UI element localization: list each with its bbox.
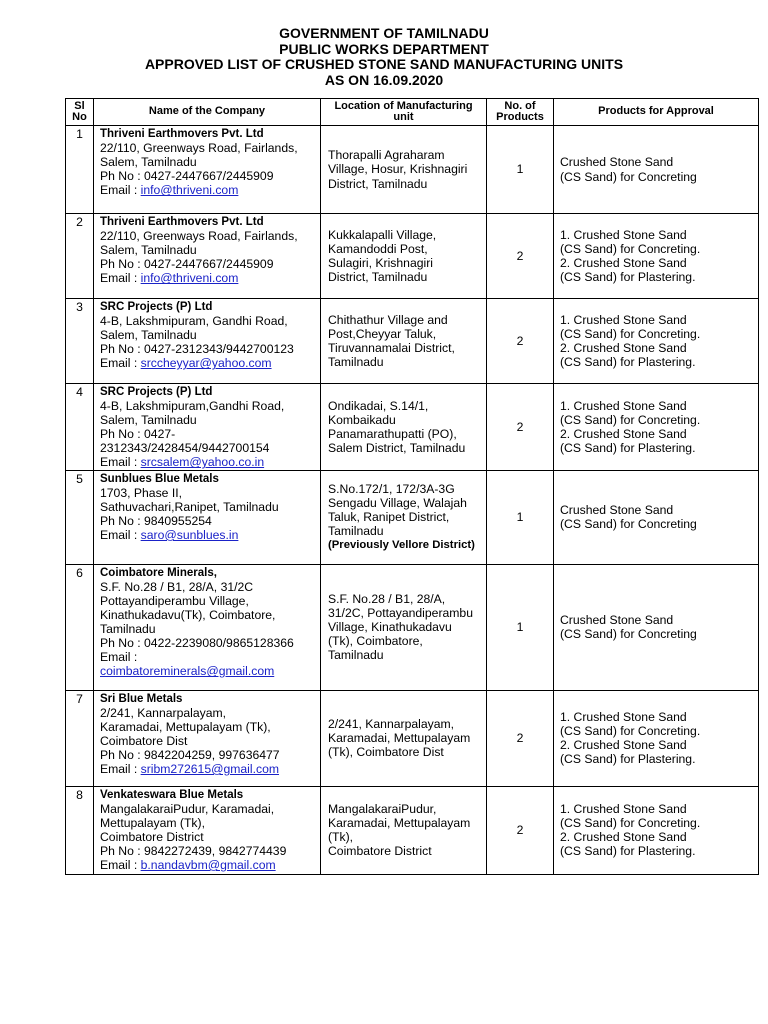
cell-company xyxy=(94,299,321,384)
company-address-line: Kinathukadavu(Tk), Coimbatore, xyxy=(100,607,276,622)
location-line: Kamandoddi Post, xyxy=(328,241,428,256)
cell-product-count: 1 xyxy=(487,470,554,564)
table-header-row xyxy=(66,99,759,126)
product-line: 2. Crushed Stone Sand xyxy=(560,830,687,845)
cell-products xyxy=(554,564,759,690)
product-line: (CS Sand) for Concreting. xyxy=(560,326,701,341)
cell-product-count: 1 xyxy=(487,126,554,214)
col-header-count-line2: Products xyxy=(496,111,544,123)
location-line: (Tk), Coimbatore, xyxy=(328,634,423,649)
cell-products xyxy=(554,786,759,874)
table-row xyxy=(66,564,759,690)
company-address-line: 4-B, Lakshmipuram, Gandhi Road, xyxy=(100,314,288,329)
header-line-3: APPROVED LIST OF CRUSHED STONE SAND MANUFACTURING UNITS xyxy=(144,56,624,72)
col-header-company: Name of the Company xyxy=(94,99,321,126)
cell-sl-no: 7 xyxy=(66,690,94,786)
cell-location xyxy=(321,564,487,690)
company-email-link[interactable]: srccheyyar@yahoo.com xyxy=(140,356,272,371)
company-email-row xyxy=(100,271,316,285)
cell-company xyxy=(94,214,321,299)
company-address-line: Sathuvachari,Ranipet, Tamilnadu xyxy=(100,499,279,514)
company-email-link[interactable]: b.nandavbm@gmail.com xyxy=(140,858,276,873)
col-header-sl-line1: Sl xyxy=(74,99,85,112)
approved-units-table xyxy=(65,98,759,875)
company-address-line: Coimbatore District xyxy=(100,829,204,844)
company-address-line: MangalakaraiPudur, Karamadai, xyxy=(100,801,275,816)
cell-location xyxy=(321,299,487,384)
company-address-line: Mettupalayam (Tk), xyxy=(100,815,205,830)
location-line: Kombaikadu xyxy=(328,412,396,427)
product-line: Crushed Stone Sand xyxy=(560,612,674,627)
cell-sl-no: 5 xyxy=(66,470,94,564)
cell-sl-no: 3 xyxy=(66,299,94,384)
company-email-link[interactable]: sribm272615@gmail.com xyxy=(140,762,280,777)
location-line: Tiruvannamalai District, xyxy=(328,341,455,355)
location-line: Tamilnadu xyxy=(328,524,384,539)
location-line: (Tk), xyxy=(328,830,354,845)
cell-sl-no: 2 xyxy=(66,214,94,299)
company-name: SRC Projects (P) Ltd xyxy=(100,386,213,398)
company-name: Thriveni Earthmovers Pvt. Ltd xyxy=(100,216,264,228)
product-line: (CS Sand) for Concreting xyxy=(560,627,697,642)
table-row xyxy=(66,690,759,786)
company-address-line: Coimbatore Dist xyxy=(100,733,188,748)
company-email-row xyxy=(100,528,316,542)
company-address-line: Salem, Tamilnadu xyxy=(100,328,197,343)
cell-location xyxy=(321,786,487,874)
company-address-line: Email : xyxy=(100,650,138,665)
cell-product-count: 2 xyxy=(487,786,554,874)
company-email-link[interactable]: info@thriveni.com xyxy=(140,183,239,198)
company-address-line: 2/241, Kannarpalayam, xyxy=(100,705,227,720)
location-line: Kukkalapalli Village, xyxy=(328,227,437,242)
company-address-line: Salem, Tamilnadu xyxy=(100,413,197,428)
header-line-1: GOVERNMENT OF TAMILNADU xyxy=(279,25,489,41)
company-email-link[interactable]: coimbatoreminerals@gmail.com xyxy=(100,664,275,679)
product-line: (CS Sand) for Plastering. xyxy=(560,752,696,767)
location-line: Village, Kinathukadavu xyxy=(328,620,452,635)
location-line: S.F. No.28 / B1, 28/A, xyxy=(328,591,446,606)
product-line: 2. Crushed Stone Sand xyxy=(560,341,687,355)
company-address-line: 1703, Phase II, xyxy=(100,485,182,500)
product-line: 1. Crushed Stone Sand xyxy=(560,312,687,327)
header-line-4: AS ON 16.09.2020 xyxy=(324,71,444,88)
col-header-location-line1: Location of Manufacturing xyxy=(334,99,473,112)
cell-company xyxy=(94,564,321,690)
cell-location xyxy=(321,126,487,214)
product-line: 2. Crushed Stone Sand xyxy=(560,256,687,270)
company-email-row xyxy=(100,664,316,678)
company-email-row xyxy=(100,455,316,469)
company-address-line: Ph No : 0427-2447667/2445909 xyxy=(100,257,274,272)
cell-company xyxy=(94,786,321,874)
product-line: (CS Sand) for Plastering. xyxy=(560,270,696,285)
cell-company xyxy=(94,470,321,564)
cell-sl-no: 8 xyxy=(66,786,94,874)
table-row xyxy=(66,299,759,384)
table-row xyxy=(66,214,759,299)
company-email-row xyxy=(100,356,316,370)
product-line: Crushed Stone Sand xyxy=(560,502,674,517)
cell-product-count: 2 xyxy=(487,214,554,299)
email-label: Email : xyxy=(100,762,141,777)
product-line: 1. Crushed Stone Sand xyxy=(560,709,687,724)
location-line: MangalakaraiPudur, xyxy=(328,801,437,816)
col-header-count xyxy=(487,99,554,126)
product-line: (CS Sand) for Plastering. xyxy=(560,355,696,370)
cell-products xyxy=(554,384,759,471)
company-name: Sunblues Blue Metals xyxy=(100,472,219,485)
location-line: 2/241, Kannarpalayam, xyxy=(328,716,455,731)
location-line: Chithathur Village and xyxy=(328,312,448,327)
cell-company xyxy=(94,126,321,214)
company-address-line: S.F. No.28 / B1, 28/A, 31/2C xyxy=(100,579,254,594)
location-line: Thorapalli Agraharam xyxy=(328,148,445,163)
table-row xyxy=(66,470,759,564)
cell-product-count: 2 xyxy=(487,299,554,384)
col-header-location xyxy=(321,99,487,126)
product-line: (CS Sand) for Concreting. xyxy=(560,412,701,427)
location-line: S.No.172/1, 172/3A-3G xyxy=(328,481,455,496)
email-label: Email : xyxy=(100,858,141,873)
col-header-sl-line2: No xyxy=(72,111,87,123)
cell-products xyxy=(554,214,759,299)
table-row xyxy=(66,384,759,471)
cell-company xyxy=(94,690,321,786)
product-line: (CS Sand) for Concreting. xyxy=(560,815,701,830)
cell-product-count: 2 xyxy=(487,384,554,471)
table-row xyxy=(66,126,759,214)
company-address-line: Ph No : 0427-2312343/9442700123 xyxy=(100,342,294,357)
cell-company xyxy=(94,384,321,471)
company-address-line: 2312343/2428454/9442700154 xyxy=(100,441,270,456)
product-line: (CS Sand) for Concreting. xyxy=(560,241,701,256)
company-email-row xyxy=(100,183,316,197)
company-address-line: 4-B, Lakshmipuram,Gandhi Road, xyxy=(100,399,285,414)
email-label: Email : xyxy=(100,183,141,198)
col-header-location-line2: unit xyxy=(393,111,414,123)
company-address-line: Ph No : 9840955254 xyxy=(100,513,212,528)
cell-product-count: 1 xyxy=(487,564,554,690)
product-line: 1. Crushed Stone Sand xyxy=(560,398,687,413)
email-label: Email : xyxy=(100,356,141,371)
product-line: 2. Crushed Stone Sand xyxy=(560,426,687,441)
location-line: Post,Cheyyar Taluk, xyxy=(328,326,437,341)
location-line: Village, Hosur, Krishnagiri xyxy=(328,162,468,177)
company-address-line: Ph No : 9842272439, 9842774439 xyxy=(100,843,287,858)
company-address-line: Ph No : 0427-2447667/2445909 xyxy=(100,169,274,184)
cell-location xyxy=(321,470,487,564)
location-line: (Tk), Coimbatore Dist xyxy=(328,745,444,760)
company-name: SRC Projects (P) Ltd xyxy=(100,301,213,313)
cell-product-count: 2 xyxy=(487,690,554,786)
cell-location xyxy=(321,384,487,471)
company-email-link[interactable]: saro@sunblues.in xyxy=(140,527,239,542)
location-line: Panamarathupatti (PO), xyxy=(328,426,457,441)
email-label: Email : xyxy=(100,455,141,470)
company-address-line: Pottayandiperambu Village, xyxy=(100,593,249,608)
company-email-link[interactable]: srcsalem@yahoo.co.in xyxy=(140,455,265,470)
product-line: (CS Sand) for Concreting xyxy=(560,517,697,532)
product-line: (CS Sand) for Plastering. xyxy=(560,844,696,859)
company-name: Venkateswara Blue Metals xyxy=(100,788,244,801)
cell-sl-no: 4 xyxy=(66,384,94,471)
company-address-line: Ph No : 9842204259, 997636477 xyxy=(100,747,280,762)
email-label: Email : xyxy=(100,271,141,286)
col-header-sl xyxy=(66,99,94,126)
company-address-line: 22/110, Greenways Road, Fairlands, xyxy=(100,141,298,156)
location-line: Taluk, Ranipet District, xyxy=(328,510,450,525)
header-line-2: PUBLIC WORKS DEPARTMENT xyxy=(279,40,489,57)
product-line: 1. Crushed Stone Sand xyxy=(560,227,687,242)
email-label: Email : xyxy=(100,527,141,542)
company-address-line: Karamadai, Mettupalayam (Tk), xyxy=(100,719,271,734)
cell-sl-no: 6 xyxy=(66,564,94,690)
col-header-products: Products for Approval xyxy=(554,99,759,126)
company-address-line: 22/110, Greenways Road, Fairlands, xyxy=(100,229,298,244)
company-email-row xyxy=(100,858,316,872)
product-line: 1. Crushed Stone Sand xyxy=(560,801,687,816)
cell-sl-no: 1 xyxy=(66,126,94,214)
location-line: Ondikadai, S.14/1, xyxy=(328,398,429,413)
product-line: (CS Sand) for Plastering. xyxy=(560,440,696,455)
location-line: Sengadu Village, Walajah xyxy=(328,495,467,510)
product-line: 2. Crushed Stone Sand xyxy=(560,738,687,753)
location-line: Salem District, Tamilnadu xyxy=(328,440,466,455)
company-address-line: Tamilnadu xyxy=(100,621,156,636)
product-line: (CS Sand) for Concreting. xyxy=(560,723,701,738)
product-line: Crushed Stone Sand xyxy=(560,155,674,170)
cell-products xyxy=(554,690,759,786)
company-address-line: Ph No : 0422-2239080/9865128366 xyxy=(100,636,294,651)
location-line: District, Tamilnadu xyxy=(328,176,428,191)
col-header-count-line1: No. of xyxy=(504,99,536,112)
location-line: Karamadai, Mettupalayam xyxy=(328,731,471,746)
location-line: Tamilnadu xyxy=(328,648,384,663)
cell-products xyxy=(554,470,759,564)
location-line: Sulagiri, Krishnagiri xyxy=(328,256,433,270)
company-address-line: Salem, Tamilnadu xyxy=(100,155,197,170)
table-row xyxy=(66,786,759,874)
company-address-line: Salem, Tamilnadu xyxy=(100,243,197,258)
location-line: Karamadai, Mettupalayam xyxy=(328,815,471,830)
location-line: Coimbatore District xyxy=(328,844,432,859)
document-header xyxy=(0,26,768,88)
cell-location xyxy=(321,690,487,786)
company-name: Sri Blue Metals xyxy=(100,692,183,705)
location-line: 31/2C, Pottayandiperambu xyxy=(328,605,473,620)
company-email-link[interactable]: info@thriveni.com xyxy=(140,271,239,286)
location-note: (Previously Vellore District) xyxy=(328,539,475,552)
location-line: Tamilnadu xyxy=(328,355,384,370)
cell-location xyxy=(321,214,487,299)
company-address-line: Ph No : 0427- xyxy=(100,427,176,442)
company-name: Thriveni Earthmovers Pvt. Ltd xyxy=(100,128,264,140)
location-line: District, Tamilnadu xyxy=(328,270,428,285)
cell-products xyxy=(554,299,759,384)
company-email-row xyxy=(100,762,316,776)
company-name: Coimbatore Minerals, xyxy=(100,566,217,579)
cell-products xyxy=(554,126,759,214)
product-line: (CS Sand) for Concreting xyxy=(560,169,697,184)
